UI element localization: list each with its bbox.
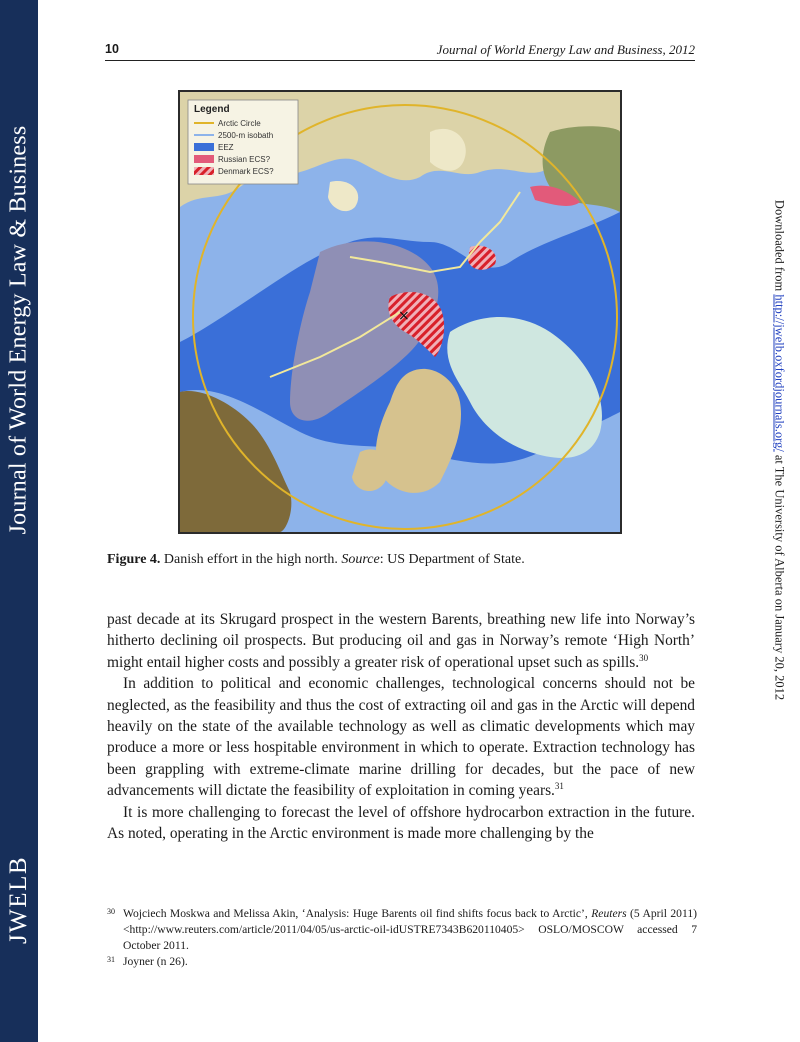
download-notice-prefix: Downloaded from: [772, 199, 787, 295]
paragraph-1: [107, 609, 695, 673]
paragraph-2: [107, 673, 695, 801]
page-header: [105, 42, 695, 61]
footnote-31: [107, 954, 697, 970]
caption-source: : US Department of State.: [379, 552, 525, 567]
arctic-map: [180, 92, 620, 532]
download-notice-suffix: at The University of Alberta on January 20, 2012: [772, 451, 787, 701]
running-journal-title: Journal of World Energy Law and Business, 2012: [436, 42, 695, 57]
footnote-italic: Reuters: [591, 907, 627, 920]
legend-item-denmark-ecs: Denmark ECS?: [218, 167, 274, 176]
figure-caption: [107, 552, 525, 568]
download-source-link[interactable]: http://jwelb.oxfordjournals.org/: [772, 294, 787, 452]
paragraph-2-text: In addition to political and economic challenges, technological concerns should not be neglected, as the feasibility and thus the cost of extracting oil and gas in the Arctic will depend heavily on the state of the available technology as well as climatic developments which may produce a more or less hospitable environment in which to operate. Extraction technology has been grappling with extreme-climate marine drilling for decades, but the pace of new advancements will dictate the feasibility of exploitation in coming years.: [107, 675, 695, 800]
journal-spine: [0, 0, 38, 1042]
legend-swatch-russian-ecs: [194, 155, 214, 163]
footnote-30: [107, 906, 697, 954]
north-pole-marker: ×: [398, 308, 410, 324]
footnote-text: Wojciech Moskwa and Melissa Akin, ‘Analysis: Huge Barents oil find shifts focus back to Arctic’,: [123, 907, 592, 920]
footnote-number: 31: [107, 955, 115, 964]
page-number: 10: [105, 42, 119, 56]
download-notice: [772, 200, 787, 700]
footnote-ref-30[interactable]: 30: [639, 652, 649, 663]
arctic-map-figure: [178, 90, 622, 534]
legend-item-isobath: 2500-m isobath: [218, 131, 274, 140]
paragraph-1-text: past decade at its Skrugard prospect in the western Barents, breathing new life into Norway’s hitherto declining oil prospects. But producing oil and gas in Norway’s remote ‘High North’ might entail higher costs and possibly a greater risk of operational upset such as spills.: [107, 611, 695, 671]
legend-item-russian-ecs: Russian ECS?: [218, 155, 271, 164]
footnote-text-tail: (5 April 2011) <http://www.reuters.com/article/2011/04/05/us-arctic-oil-idUSTRE7343B620110405> OSLO/MOSCOW accessed 7 October 2011.: [123, 907, 697, 952]
legend-item-eez: EEZ: [218, 143, 234, 152]
footnote-text: Joyner (n 26).: [123, 955, 188, 968]
paragraph-3-text: It is more challenging to forecast the level of offshore hydrocarbon extraction in the future. As noted, operating in the Arctic environment is made more challenging by the: [107, 803, 695, 843]
body-text: [107, 609, 695, 844]
footnotes: [107, 906, 697, 970]
legend-swatch-eez: [194, 143, 214, 151]
spine-journal-abbreviation: JWELB: [5, 855, 32, 945]
legend-item-arctic-circle: Arctic Circle: [218, 119, 261, 128]
figure-label: Figure 4.: [107, 552, 161, 567]
legend-swatch-denmark-ecs: [194, 167, 214, 175]
caption-text: Danish effort in the high north.: [160, 552, 342, 567]
footnote-number: 30: [107, 907, 115, 916]
map-legend: [188, 100, 298, 184]
paragraph-3: [107, 802, 695, 845]
legend-title: Legend: [194, 104, 230, 115]
footnote-ref-31[interactable]: 31: [554, 781, 564, 792]
caption-source-label: Source: [341, 552, 380, 567]
spine-journal-title: Journal of World Energy Law & Business: [5, 125, 32, 535]
